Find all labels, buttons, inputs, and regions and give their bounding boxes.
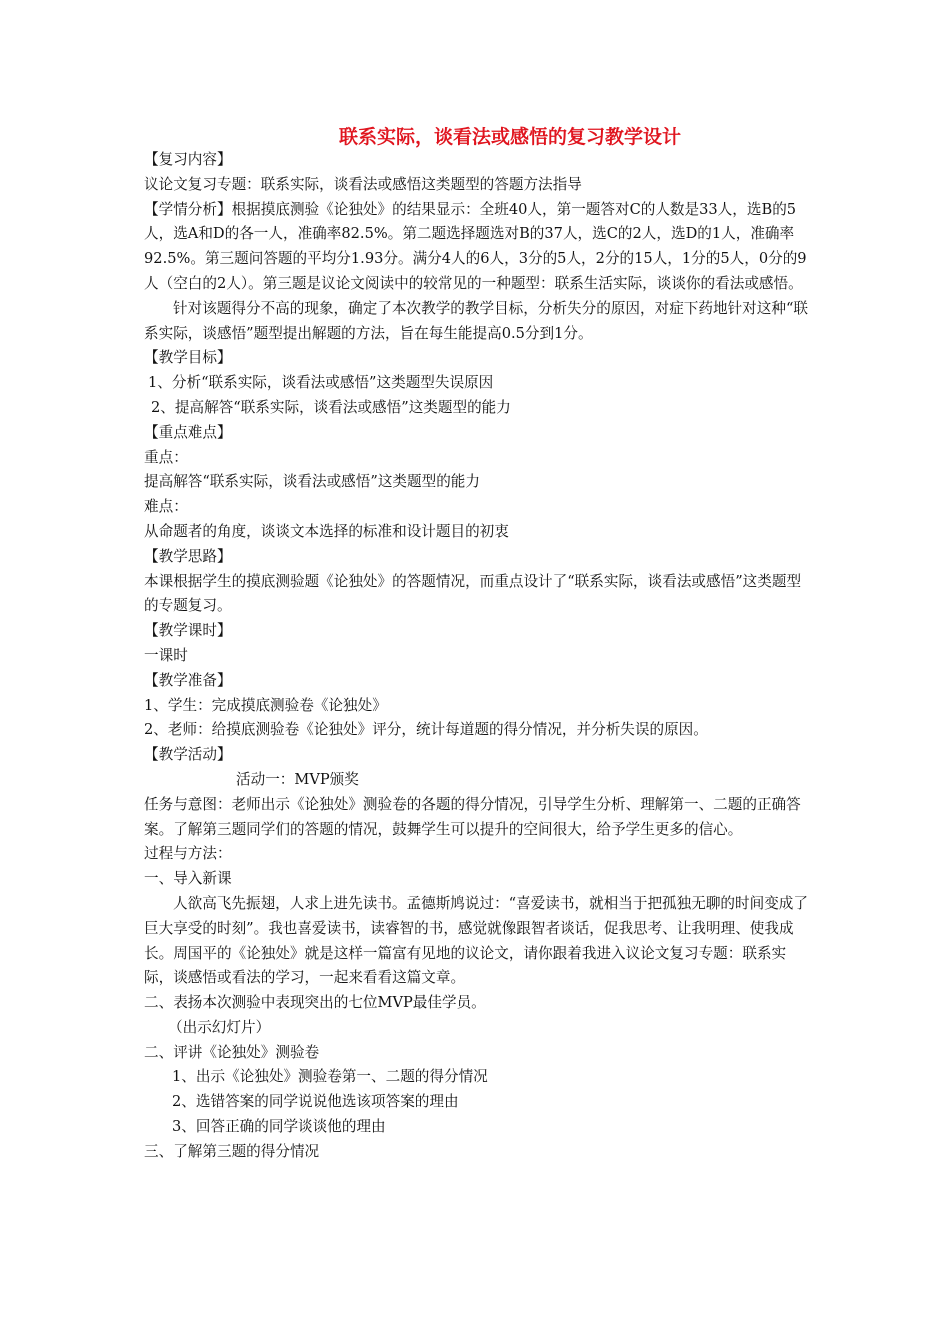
difficulty-label: 难点：	[144, 498, 188, 516]
preparation-item-teacher: 2、老师：给摸底测验卷《论独处》评分，统计每道题的得分情况，并分析失误的原因。	[144, 721, 708, 739]
section-heading-key-points: 【重点难点】	[144, 423, 232, 441]
section-heading-teaching-goals: 【教学目标】	[144, 349, 232, 367]
step-third-question: 三、了解第三题的得分情况	[144, 1142, 320, 1160]
section-heading-preparation: 【教学准备】	[144, 671, 232, 689]
section-heading-activities: 【教学活动】	[144, 746, 232, 764]
learning-analysis-paragraph: 【学情分析】根据摸底测验《论独处》的结果显示：全班40人，第一题答对C的人数是33人，选B的5人，选A和D的各一人，准确率82.5%。第二题选择题选对B的37人，选C的2人，选D的1人，准确率92.5%。第三题问答题的平均分1.93分。满分4人的6人，3分的5人，2分的15人，1分的5人，0分的9人（空白的2人）。第三题是议论文阅读中的较常见的一种题型：联系生活实际，谈谈你的看法或感悟。	[144, 200, 807, 292]
step-praise-mvp: 二、表扬本次测验中表现突出的七位MVP最佳学员。	[144, 994, 486, 1012]
section-heading-teaching-idea: 【教学思路】	[144, 547, 232, 565]
show-slides-note: （出示幻灯片）	[168, 1018, 271, 1036]
section-heading-class-hours: 【教学课时】	[144, 622, 232, 640]
process-method-label: 过程与方法：	[144, 845, 232, 863]
activity-one-title: 活动一：MVP颁奖	[236, 770, 359, 788]
class-hours-text: 一课时	[144, 646, 188, 664]
key-point-label: 重点：	[144, 448, 188, 466]
task-and-intent-paragraph: 任务与意图：老师出示《论独处》测验卷的各题的得分情况，引导学生分析、理解第一、二题的正确答案。了解第三题同学们的答题的情况，鼓舞学生可以提升的空间很大，给予学生更多的信心。	[144, 795, 801, 838]
preparation-item-student: 1、学生：完成摸底测验卷《论独处》	[144, 696, 387, 714]
key-point-text: 提高解答“联系实际，谈看法或感悟”这类题型的能力	[144, 473, 480, 491]
step-review-test: 二、评讲《论独处》测验卷	[144, 1043, 320, 1061]
document-body	[144, 148, 814, 1165]
step-introduction-heading: 一、导入新课	[144, 870, 232, 888]
analysis-followup-paragraph: 针对该题得分不高的现象，确定了本次教学的教学目标，分析失分的原因，对症下药地针对这种“联系实际，谈感悟”题型提出解题的方法，旨在每生能提高0.5分到1分。	[144, 299, 808, 342]
introduction-paragraph: 人欲高飞先振翅，人求上进先读书。孟德斯鸠说过：“喜爱读书，就相当于把孤独无聊的时间变成了巨大享受的时刻”。我也喜爱读书，读睿智的书，感觉就像跟智者谈话，促我思考、让我明理、使我成长。周国平的《论独处》就是这样一篇富有见地的议论文，请你跟着我进入议论文复习专题：联系实际，谈感悟或看法的学习，一起来看看这篇文章。	[144, 894, 808, 987]
goal-item-1: 1、分析“联系实际，谈看法或感悟”这类题型失误原因	[148, 374, 494, 392]
review-substep-2: 2、选错答案的同学说说他选该项答案的理由	[172, 1093, 459, 1111]
review-content-text: 议论文复习专题：联系实际，谈看法或感悟这类题型的答题方法指导	[144, 175, 582, 193]
goal-item-2: 2、提高解答“联系实际，谈看法或感悟”这类题型的能力	[151, 398, 511, 416]
document-title: 联系实际，谈看法或感悟的复习教学设计	[338, 126, 681, 148]
section-heading-review-content: 【复习内容】	[144, 151, 232, 168]
review-substep-1: 1、出示《论独处》测验卷第一、二题的得分情况	[172, 1068, 488, 1086]
review-substep-3: 3、回答正确的同学谈谈他的理由	[172, 1118, 386, 1136]
difficulty-text: 从命题者的角度，谈谈文本选择的标准和设计题目的初衷	[144, 522, 509, 540]
teaching-idea-text: 本课根据学生的摸底测验题《论独处》的答题情况，而重点设计了“联系实际，谈看法或感悟”这类题型的专题复习。	[144, 572, 802, 615]
